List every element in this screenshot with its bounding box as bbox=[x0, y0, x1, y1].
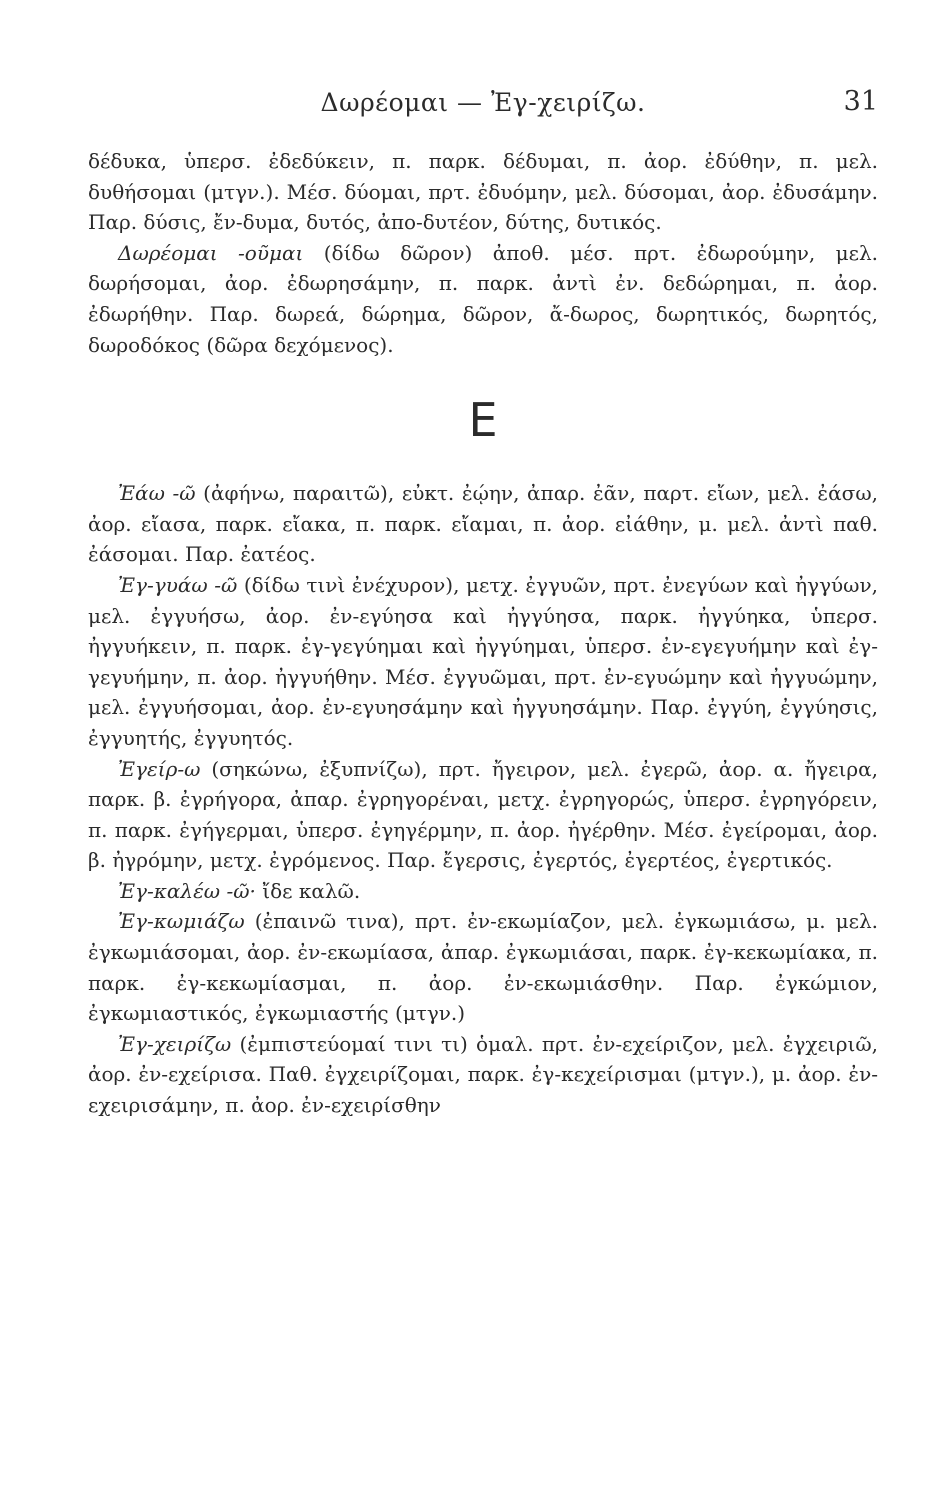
page-number: 31 bbox=[843, 86, 878, 117]
dictionary-entry bbox=[88, 238, 878, 360]
dictionary-entry bbox=[88, 1029, 878, 1121]
entry-body: (δίδω δῶρον) ἀποθ. μέσ. πρτ. ἐδωρούμην, μελ. δωρήσομαι, ἀορ. ἐδωρησάμην, π. παρκ. ἀντὶ ἐν. δεδώρημαι, π. ἀορ. ἐδωρήθην. Παρ. δωρεά, δώρημα, δῶρον, ἄ-δωρος, δωρητικός, δωρητός, δωροδόκος (δῶρα δεχόμενος). bbox=[88, 240, 879, 357]
entry-lemma: Ἐγ-καλέω -ῶ· bbox=[118, 878, 256, 903]
dictionary-entry bbox=[88, 570, 878, 754]
dictionary-entry bbox=[88, 876, 878, 907]
dictionary-entry bbox=[88, 906, 878, 1028]
entry-lemma: Ἐγ-χειρίζω bbox=[118, 1031, 232, 1056]
entry-body: (ἐμπιστεύομαί τινι τι) ὁμαλ. πρτ. ἐν-εχείριζον, μελ. ἐγχειριῶ, ἀορ. ἐν-εχείρισα. Παθ. ἐγχειρίζομαι, παρκ. ἐγ-κεχείρισμαι (μτγν.), μ. ἀορ. ἐν-εχειρισάμην, π. ἀορ. ἐν-εχειρίσθην bbox=[88, 1031, 878, 1118]
continuation-paragraph: δέδυκα, ὑπερσ. ἐδεδύκειν, π. παρκ. δέδυμαι, π. ἀορ. ἐδύθην, π. μελ. δυθήσομαι (μτγν.). Μέσ. δύομαι, πρτ. ἐδυόμην, μελ. δύσομαι, ἀορ. ἐδυσάμην. Παρ. δύσις, ἔν-δυμα, δυτός, ἀπο-δυτέον, δύτης, δυτικός. bbox=[88, 149, 878, 235]
entry-lemma: Ἐγείρ-ω bbox=[118, 756, 201, 781]
entry-lemma: Ἐγ-κωμιάζω bbox=[118, 909, 245, 934]
dictionary-text bbox=[88, 146, 878, 1121]
section-letter-heading: Ε bbox=[468, 393, 498, 448]
entry-body: (ἀφήνω, παραιτῶ), εὐκτ. ἐῴην, ἀπαρ. ἐᾶν, παρτ. εἴων, μελ. ἐάσω, ἀορ. εἴασα, παρκ. εἴακα, π. παρκ. εἴαμαι, π. ἀορ. εἰάθην, μ. μελ. ἀντὶ παθ. ἐάσομαι. Παρ. ἐατέος. bbox=[88, 481, 878, 567]
dictionary-entry bbox=[88, 478, 878, 570]
entry-body: ἴδε καλῶ. bbox=[255, 878, 361, 903]
entry-lemma: Ἐγ-γυάω -ῶ bbox=[118, 572, 238, 597]
page-header bbox=[88, 80, 878, 120]
entry-lemma: Ἐάω -ῶ bbox=[118, 481, 196, 506]
dictionary-entry bbox=[88, 754, 878, 876]
entry-lemma: Δωρέομαι -οῦμαι bbox=[118, 240, 304, 265]
entry-body: (σηκώνω, ἐξυπνίζω), πρτ. ἤγειρον, μελ. ἐγερῶ, ἀορ. α. ἤγειρα, παρκ. β. ἐγρήγορα, ἀπαρ. ἐγρηγορέναι, μετχ. ἐγρηγορώς, ὑπερσ. ἐγρηγόρειν, π. παρκ. ἐγήγερμαι, ὑπερσ. ἐγηγέρμην, π. ἀορ. ἠγέρθην. Μέσ. ἐγείρομαι, ἀορ. β. ἠγρόμην, μετχ. ἐγρόμενος. Παρ. ἔγερσις, ἐγερτός, ἐγερτέος, ἐγερτικός. bbox=[88, 756, 878, 873]
entry-body: (δίδω τινὶ ἐνέχυρον), μετχ. ἐγγυῶν, πρτ. ἐνεγύων καὶ ἠγγύων, μελ. ἐγγυήσω, ἀορ. ἐν-εγύησα καὶ ἠγγύησα, παρκ. ἠγγύηκα, ὑπερσ. ἠγγυήκειν, π. παρκ. ἐγ-γεγύημαι καὶ ἠγγύημαι, ὑπερσ. ἐν-εγεγυήμην καὶ ἐγ-γεγυήμην, π. ἀορ. ἠγγυήθην. Μέσ. ἐγγυῶμαι, πρτ. ἐν-εγυώμην καὶ ἠγγυώμην, μελ. ἐγγυήσομαι, ἀορ. ἐν-εγυησάμην καὶ ἠγγυησάμην. Παρ. ἐγγύη, ἐγγύησις, ἐγγυητής, ἐγγυητός. bbox=[88, 572, 879, 750]
entry-body: (ἐπαινῶ τινα), πρτ. ἐν-εκωμίαζον, μελ. ἐγκωμιάσω, μ. μελ. ἐγκωμιάσομαι, ἀορ. ἐν-εκωμίασα, ἀπαρ. ἐγκωμιάσαι, παρκ. ἐγ-κεκωμίακα, π. παρκ. ἐγ-κεκωμίασμαι, π. ἀορ. ἐν-εκωμιάσθην. Παρ. ἐγκώμιον, ἐγκωμιαστικός, ἐγκωμιαστής (μτγν.) bbox=[88, 909, 878, 1026]
book-page bbox=[88, 80, 878, 1460]
running-title: Δωρέομαι — Ἐγ-χειρίζω. bbox=[320, 88, 646, 117]
